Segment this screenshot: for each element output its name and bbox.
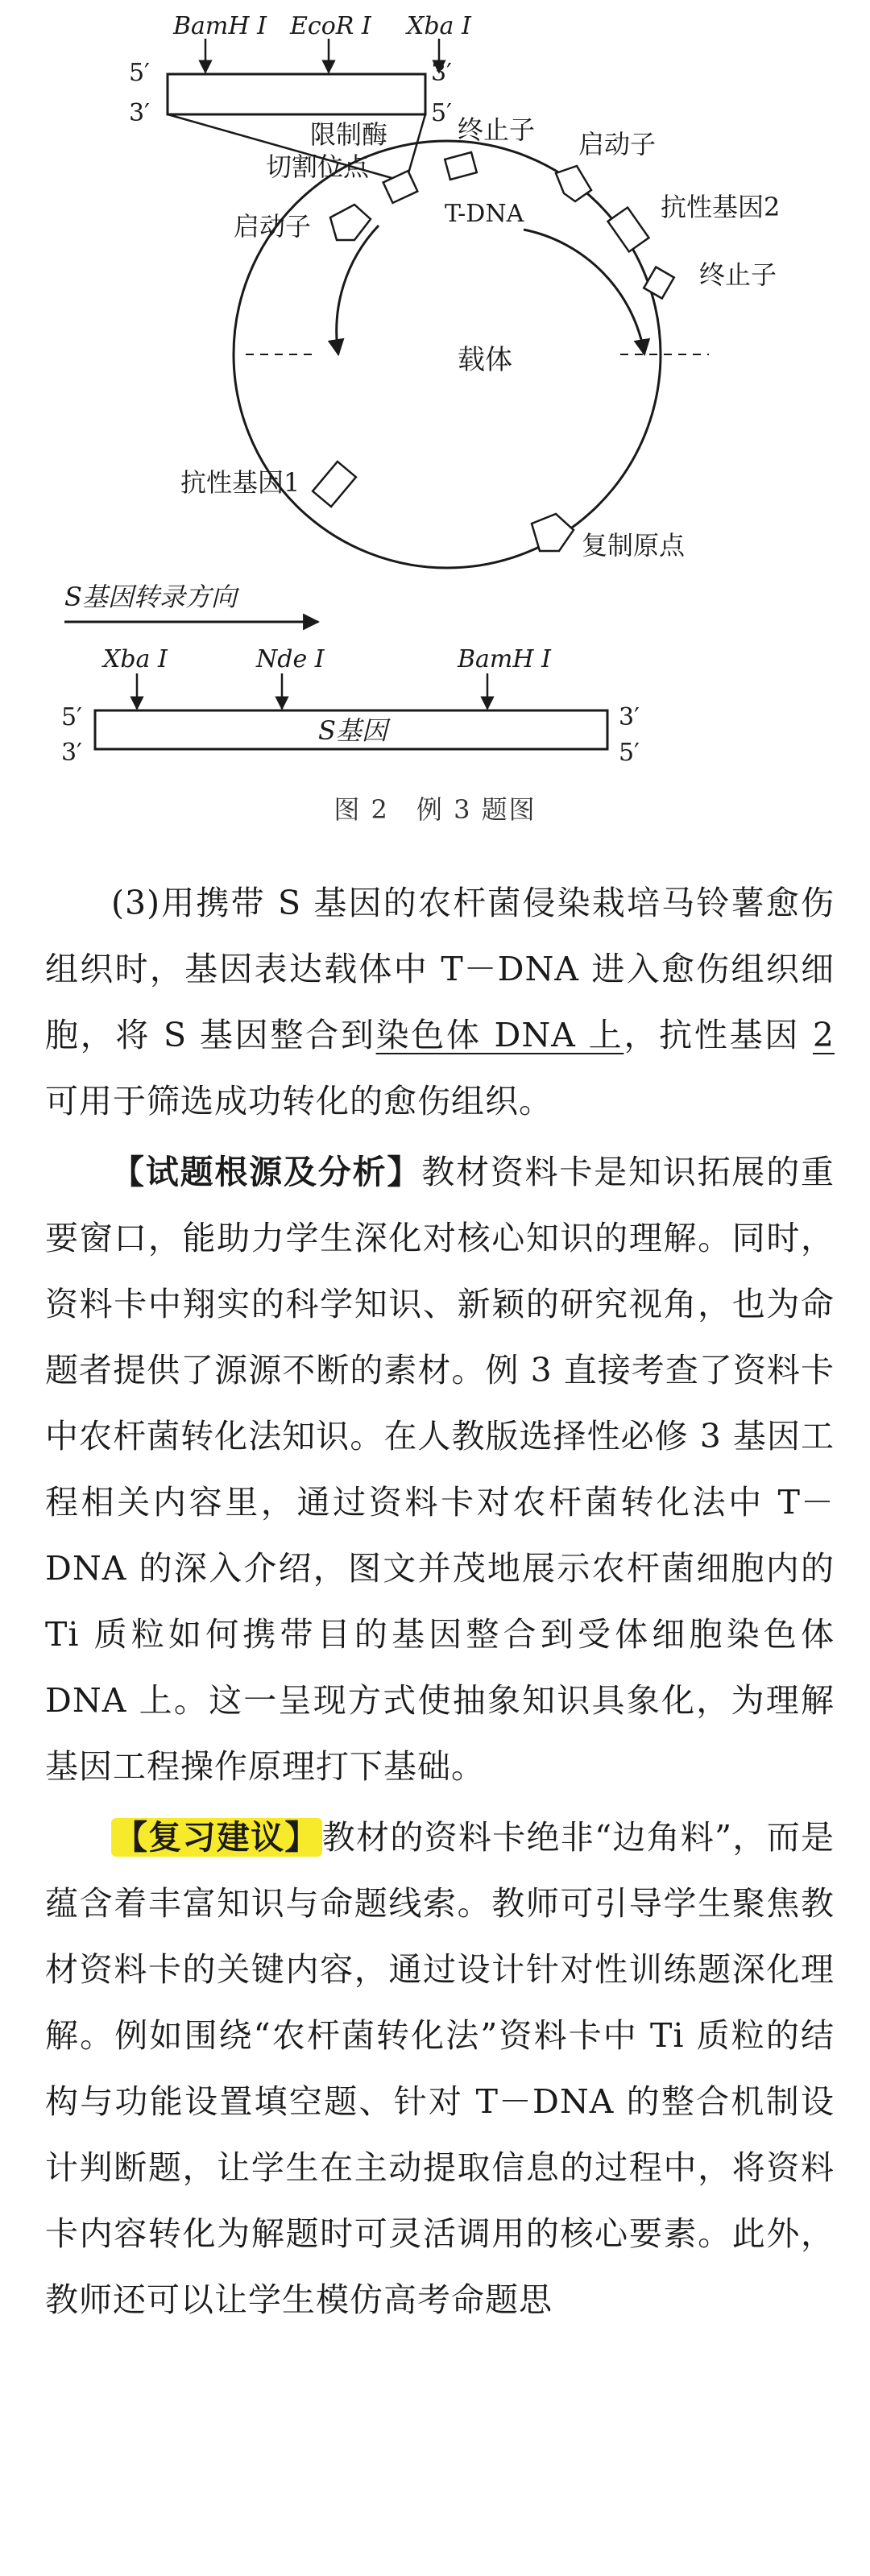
- tdna-label: T-DNA: [445, 200, 524, 228]
- s-direction-label: S基因转录方向: [64, 582, 237, 612]
- s-left-3-label: 3′: [61, 739, 82, 767]
- analysis-text: 教材资料卡是知识拓展的重要窗口，能助力学生深化对核心知识的理解。同时，资料卡中翔实的科学知识、新颖的研究视角，也为命题者提供了源源不断的素材。例 3 直接考查了资料卡中农杆菌转化法知识。在人教版选择性必修 3 基因工程相关内容里，通过资料卡对农杆菌转化法中 T－DNA 的深入介绍，图文并茂地展示农杆菌细胞内的 Ti 质粒如何携带目的基因整合到受体细胞染色体 DNA 上。这一呈现方式使抽象知识具象化，为理解基因工程操作原理打下基础。: [45, 1153, 835, 1786]
- promoter-left-label: 启动子: [234, 211, 312, 242]
- promoter-right-label: 启动子: [578, 129, 657, 159]
- site-xba-label: Xba Ⅰ: [407, 12, 471, 40]
- paragraph-answer: [45, 870, 835, 1134]
- left-3-label: 3′: [129, 99, 150, 127]
- figure-caption: 图 2 例 3 题图: [334, 794, 536, 825]
- figure: [0, 0, 870, 838]
- s-site-xba-label: Xba Ⅰ: [103, 645, 168, 673]
- paragraph-suggestion: [45, 1804, 835, 2333]
- restriction-label-1: 限制酶: [310, 119, 388, 150]
- para1-text-b: ，抗性基因: [624, 1016, 801, 1054]
- s-right-5-label: 5′: [619, 739, 640, 767]
- para1-text-a: (3)用携带 S 基因的农杆菌侵染栽培马铃薯愈伤组织时，基因表达载体中 T－DNA 进入愈伤组织细胞，将 S 基因整合到: [45, 884, 835, 1054]
- article-body: [45, 870, 835, 2338]
- vector-label: 载体: [458, 344, 512, 376]
- restriction-site-box: [383, 171, 418, 203]
- tdna-arc-left: [337, 226, 379, 354]
- para1-text-c: 可用于筛选成功转化的愈伤组织。: [45, 1082, 553, 1120]
- restriction-label-2: 切割位点: [266, 151, 370, 182]
- resist-gene-1-label: 抗性基因1: [180, 467, 300, 498]
- site-bam-label: BamH Ⅰ: [173, 12, 267, 40]
- site-eco-label: EcoR Ⅰ: [290, 12, 371, 40]
- s-left-5-label: 5′: [61, 703, 82, 731]
- terminator-top-box: [445, 152, 477, 180]
- plasmid-diagram: [0, 0, 870, 806]
- paragraph-analysis: [45, 1139, 835, 1799]
- terminator-right-box: [644, 267, 674, 299]
- terminator-top-label: 终止子: [458, 114, 536, 145]
- connector-line-2: [407, 114, 425, 179]
- suggestion-heading: 【复习建议】: [111, 1818, 322, 1857]
- analysis-heading: 【试题根源及分析】: [111, 1153, 422, 1191]
- s-gene-label: S基因: [318, 715, 387, 746]
- promoter-right-box: [556, 166, 591, 201]
- s-right-3-label: 3′: [619, 703, 640, 731]
- answer-blank-2: 2: [812, 1016, 835, 1054]
- resist-gene-2-label: 抗性基因2: [661, 192, 781, 222]
- s-site-bam-label: BamH Ⅰ: [458, 645, 551, 673]
- origin-label: 复制原点: [582, 530, 686, 561]
- s-site-nde-label: Nde Ⅰ: [256, 645, 325, 673]
- right-3-label: 3′: [431, 59, 452, 87]
- terminator-right-label: 终止子: [699, 259, 777, 290]
- origin-box: [532, 514, 574, 551]
- promoter-left-box: [330, 205, 371, 240]
- cloning-site-box: [168, 74, 425, 114]
- answer-blank-1: 染色体 DNA 上: [375, 1016, 624, 1054]
- left-5-label: 5′: [129, 59, 150, 87]
- resist-gene-2-box: [608, 208, 649, 252]
- suggestion-text: 教材的资料卡绝非“边角料”，而是蕴含着丰富知识与命题线索。教师可引导学生聚焦教材资料卡的关键内容，通过设计针对性训练题深化理解。例如围绕“农杆菌转化法”资料卡中 Ti 质粒的结构与功能设置填空题、针对 T－DNA 的整合机制设计判断题，让学生在主动提取信息的过程中，将资料卡内容转化为解题时可灵活调用的核心要素。此外，教师还可以让学生模仿高考命题思: [45, 1818, 835, 2319]
- right-5-label: 5′: [431, 99, 452, 127]
- resist-gene-1-box: [313, 462, 356, 507]
